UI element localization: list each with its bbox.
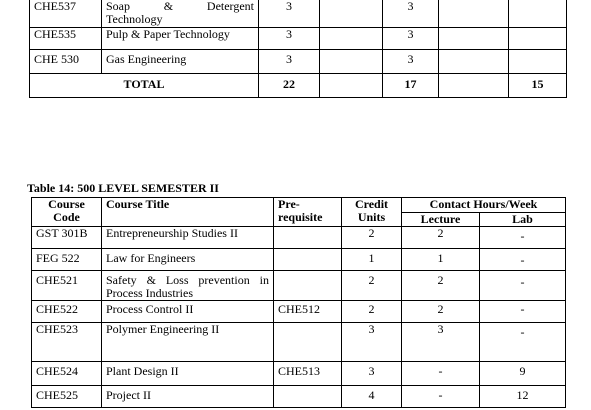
total-label: TOTAL — [30, 74, 259, 98]
header-course-code: Course Code — [32, 198, 102, 227]
header-prerequisite: Pre- requisite — [274, 198, 342, 227]
lab: - — [480, 323, 566, 362]
prerequisite — [274, 323, 342, 362]
course-title: Project II — [102, 386, 274, 408]
total-units: 22 — [259, 74, 320, 98]
table-row — [30, 0, 567, 28]
credit: 3 — [383, 0, 439, 28]
prerequisite — [274, 249, 342, 271]
lecture: 2 — [402, 271, 480, 301]
lab: - — [480, 249, 566, 271]
table-row — [32, 362, 566, 386]
header-lab: Lab — [480, 213, 566, 227]
credit: 3 — [342, 323, 402, 362]
header-course-title: Course Title — [102, 198, 274, 227]
table-row — [32, 227, 566, 249]
credit: 4 — [342, 386, 402, 408]
course-code: CHE525 — [32, 386, 102, 408]
credit: 2 — [342, 227, 402, 249]
table-row — [32, 271, 566, 301]
total-hours: 15 — [509, 74, 567, 98]
header-credit-units: Credit Units — [342, 198, 402, 227]
course-title: Plant Design II — [102, 362, 274, 386]
prerequisite: CHE512 — [274, 301, 342, 323]
semester-course-table — [31, 197, 566, 408]
credit: 3 — [383, 50, 439, 74]
lecture: 2 — [402, 227, 480, 249]
prerequisite — [274, 227, 342, 249]
course-code: CHE521 — [32, 271, 102, 301]
course-title: Process Control II — [102, 301, 274, 323]
lab: 9 — [480, 362, 566, 386]
lecture: - — [402, 362, 480, 386]
course-title: Law for Engineers — [102, 249, 274, 271]
total-credit: 17 — [383, 74, 439, 98]
credit: 3 — [383, 28, 439, 50]
lab: - — [480, 227, 566, 249]
header-lecture: Lecture — [402, 213, 480, 227]
course-code: FEG 522 — [32, 249, 102, 271]
credit: 1 — [342, 249, 402, 271]
prerequisite: CHE513 — [274, 362, 342, 386]
table-row — [30, 28, 567, 50]
course-code: CHE537 — [30, 0, 102, 28]
top-course-table — [29, 0, 567, 98]
course-title: Soap & Detergent Technology — [102, 0, 259, 28]
table-row — [32, 386, 566, 408]
table-row — [32, 323, 566, 362]
lab: - — [480, 301, 566, 323]
course-code: CHE 530 — [30, 50, 102, 74]
course-title: Safety & Loss prevention in Process Industries — [102, 271, 274, 301]
table-row — [32, 249, 566, 271]
course-title: Entrepreneurship Studies II — [102, 227, 274, 249]
credit: 2 — [342, 301, 402, 323]
credit: 2 — [342, 271, 402, 301]
total-row — [30, 74, 567, 98]
header-contact-hours: Contact Hours/Week — [402, 198, 566, 213]
lecture: - — [402, 386, 480, 408]
units: 3 — [259, 50, 320, 74]
course-code: CHE522 — [32, 301, 102, 323]
course-code: CHE535 — [30, 28, 102, 50]
course-title: Gas Engineering — [102, 50, 259, 74]
units: 3 — [259, 28, 320, 50]
lab: 12 — [480, 386, 566, 408]
lecture: 2 — [402, 301, 480, 323]
prerequisite — [274, 271, 342, 301]
course-title: Pulp & Paper Technology — [102, 28, 259, 50]
table-caption: Table 14: 500 LEVEL SEMESTER II — [27, 181, 219, 195]
lecture: 3 — [402, 323, 480, 362]
course-code: CHE524 — [32, 362, 102, 386]
course-code: GST 301B — [32, 227, 102, 249]
credit: 3 — [342, 362, 402, 386]
header-row — [32, 198, 566, 213]
prerequisite — [274, 386, 342, 408]
units: 3 — [259, 0, 320, 28]
table-row — [30, 50, 567, 74]
table-row — [32, 301, 566, 323]
course-title: Polymer Engineering II — [102, 323, 274, 362]
course-code: CHE523 — [32, 323, 102, 362]
lab: - — [480, 271, 566, 301]
lecture: 1 — [402, 249, 480, 271]
